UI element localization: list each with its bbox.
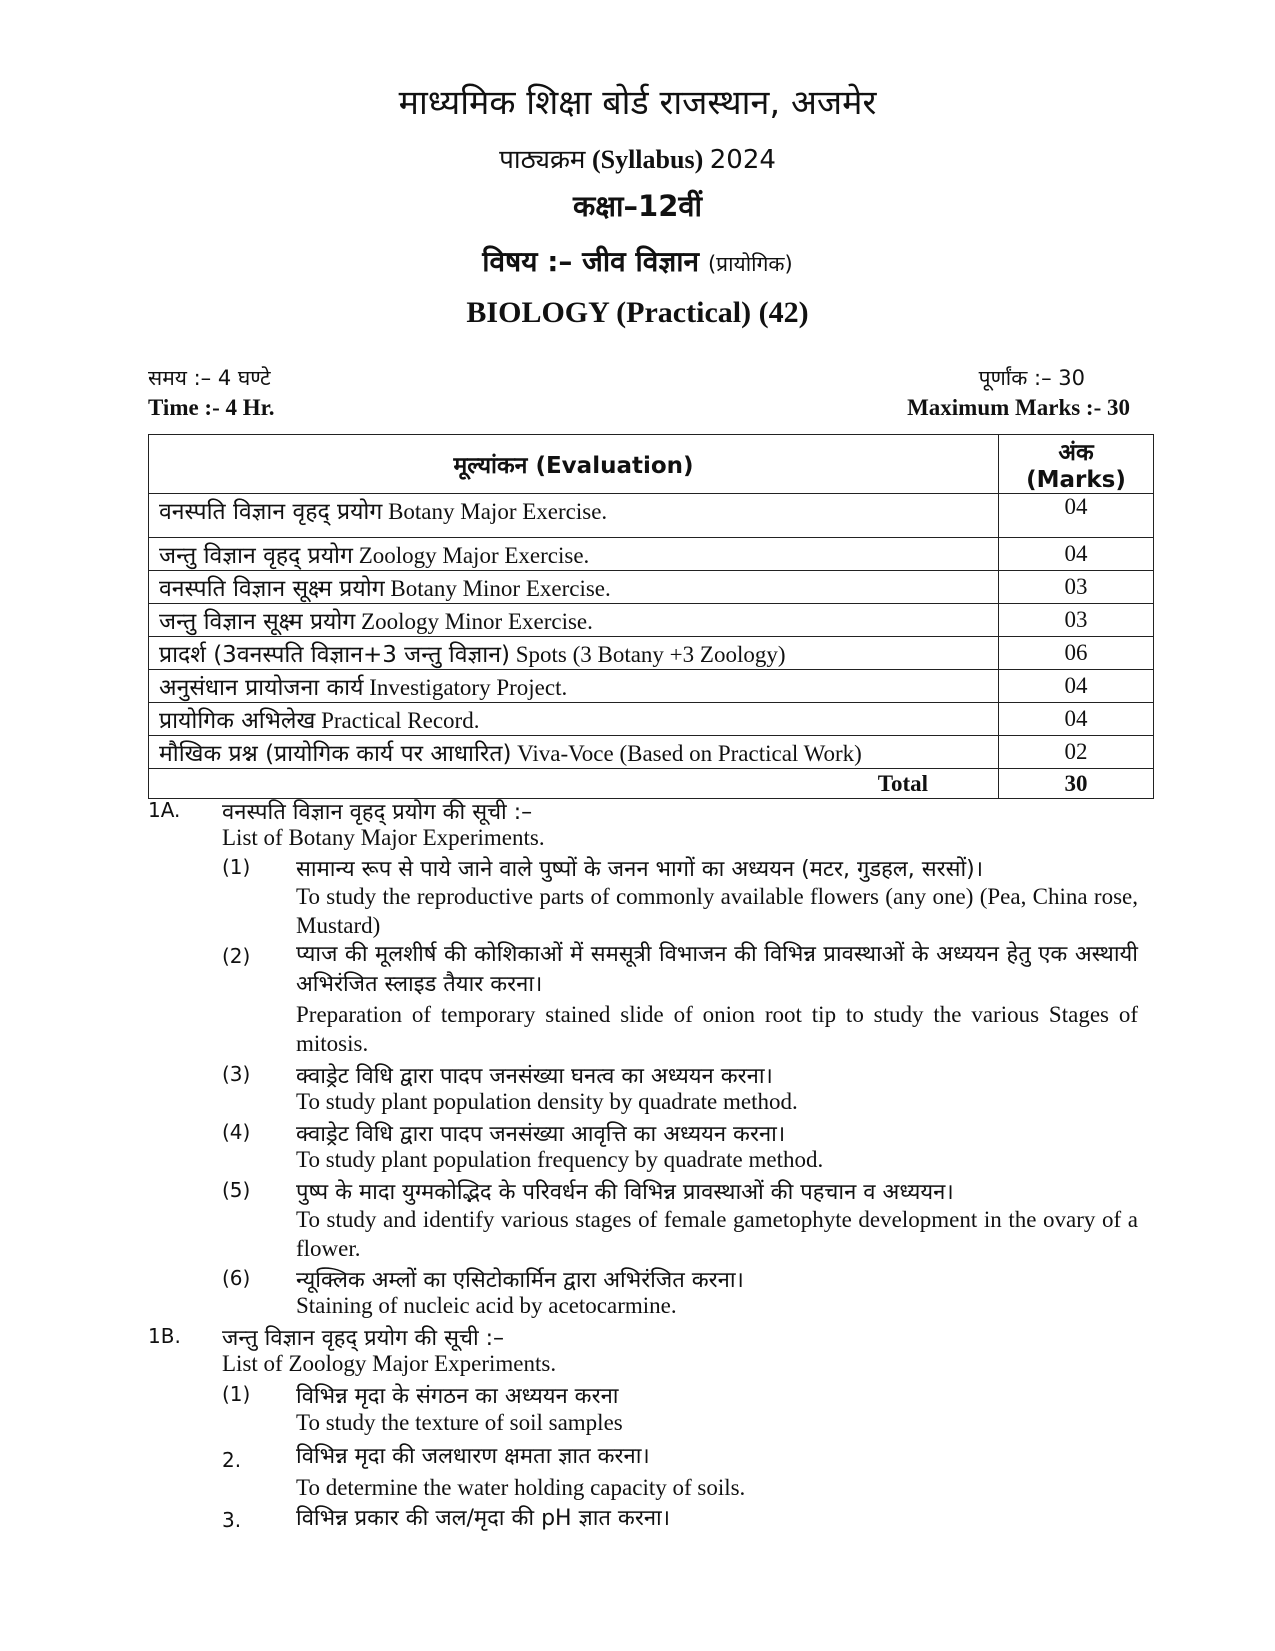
item-english: To determine the water holding capacity of soils.: [296, 1475, 746, 1500]
item-english: To study the reproductive parts of commonly available flowers (any one) (Pea, China rose, Mustard): [296, 884, 1138, 938]
item-hindi: पुष्प के मादा युग्मकोद्भिद के परिवर्धन की विभिन्न प्रावस्थाओं की पहचान व अध्ययन।: [296, 1180, 954, 1205]
table-row: [149, 637, 1154, 670]
header-evaluation: मूल्यांकन (Evaluation): [149, 435, 999, 494]
row-english: Practical Record.: [321, 708, 480, 733]
syllabus-line: [0, 140, 1275, 176]
subject-practical-hindi: (प्रायोगिक): [707, 252, 793, 276]
item-english: To study the texture of soil samples: [296, 1410, 623, 1435]
table-total-row: [149, 769, 1154, 799]
section-1a-title-hindi: वनस्पति विज्ञान वृहद् प्रयोग की सूची :–: [222, 800, 533, 825]
evaluation-table: [148, 434, 1154, 799]
item-english: Staining of nucleic acid by acetocarmine.: [296, 1293, 677, 1318]
row-english: Zoology Minor Exercise.: [361, 609, 593, 634]
item-english: To study plant population frequency by quadrate method.: [296, 1147, 824, 1172]
row-hindi: वनस्पति विज्ञान सूक्ष्म प्रयोग: [159, 576, 385, 602]
item-number: (2): [222, 944, 251, 968]
item-english: To study and identify various stages of female gametophyte development in the ovary of a flower.: [296, 1207, 1138, 1261]
item-number: 2.: [222, 1448, 242, 1472]
header-marks: अंक (Marks): [999, 435, 1154, 494]
marks-hindi: पूर्णांक :– 30: [978, 366, 1085, 390]
table-row: [149, 571, 1154, 604]
row-marks: 04: [999, 670, 1154, 703]
item-hindi: विभिन्न मृदा के संगठन का अध्ययन करना: [296, 1384, 619, 1409]
subject-english: BIOLOGY (Practical) (42): [466, 296, 809, 329]
total-label: Total: [149, 769, 999, 799]
item-english: To study plant population density by quadrate method.: [296, 1089, 798, 1114]
row-marks: 03: [999, 604, 1154, 637]
row-english: Spots (3 Botany +3 Zoology): [515, 642, 786, 667]
marks-english: Maximum Marks :- 30: [907, 395, 1130, 420]
row-marks: 06: [999, 637, 1154, 670]
row-marks: 04: [999, 494, 1154, 538]
subject-line: [0, 242, 1275, 280]
row-english: Botany Major Exercise.: [388, 499, 608, 524]
row-hindi: जन्तु विज्ञान सूक्ष्म प्रयोग: [159, 609, 356, 635]
row-hindi: मौखिक प्रश्न (प्रायोगिक कार्य पर आधारित): [159, 741, 512, 767]
item-hindi: विभिन्न मृदा की जलधारण क्षमता ज्ञात करना।: [296, 1444, 650, 1469]
subject-hindi: विषय :– जीव विज्ञान: [482, 245, 700, 278]
item-hindi: विभिन्न प्रकार की जल/मृदा की pH ज्ञात करना।: [296, 1506, 671, 1531]
item-number: (6): [222, 1266, 251, 1290]
item-number: (1): [222, 855, 251, 879]
time-english: Time :- 4 Hr.: [148, 395, 275, 420]
table-row: [149, 670, 1154, 703]
table-row: [149, 604, 1154, 637]
item-hindi: क्वाड्रेट विधि द्वारा पादप जनसंख्या घनत्व का अध्ययन करना।: [296, 1064, 773, 1089]
row-english: Botany Minor Exercise.: [390, 576, 611, 601]
item-hindi: क्वाड्रेट विधि द्वारा पादप जनसंख्या आवृत्ति का अध्ययन करना।: [296, 1122, 786, 1147]
item-hindi: न्यूक्लिक अम्लों का एसिटोकार्मिन द्वारा अभिरंजित करना।: [296, 1268, 744, 1293]
table-header-row: [149, 435, 1154, 494]
total-value: 30: [999, 769, 1154, 799]
syllabus-english: (Syllabus): [591, 145, 704, 174]
board-title: माध्यमिक शिक्षा बोर्ड राजस्थान, अजमेर: [398, 83, 877, 123]
item-number: (1): [222, 1382, 251, 1406]
table-row: [149, 494, 1154, 538]
item-number: (5): [222, 1178, 251, 1202]
item-number: 3.: [222, 1508, 242, 1532]
section-1a-title-english: List of Botany Major Experiments.: [222, 825, 545, 850]
section-1b-number: 1B.: [148, 1324, 181, 1348]
section-1b-title-hindi: जन्तु विज्ञान वृहद् प्रयोग की सूची :–: [222, 1326, 505, 1351]
syllabus-year: 2024: [709, 145, 776, 175]
item-hindi: प्याज की मूलशीर्ष की कोशिकाओं में समसूत्री विभाजन की विभिन्न प्रावस्थाओं के अध्ययन हेतु एक अस्थायी अभिरंजित स्लाइड तैयार करना।: [296, 942, 1138, 997]
time-hindi: समय :– 4 घण्टे: [148, 366, 271, 390]
class-title: कक्षा–12वीं: [572, 189, 703, 223]
row-hindi: अनुसंधान प्रायोजना कार्य: [159, 675, 364, 701]
row-marks: 04: [999, 538, 1154, 571]
item-hindi: सामान्य रूप से पाये जाने वाले पुष्पों के जनन भागों का अध्ययन (मटर, गुडहल, सरसों)।: [296, 857, 984, 882]
row-hindi: प्रादर्श (3वनस्पति विज्ञान+3 जन्तु विज्ञान): [159, 642, 510, 668]
table-row: [149, 538, 1154, 571]
table-row: [149, 736, 1154, 769]
section-1a-number: 1A.: [148, 798, 181, 822]
row-hindi: वनस्पति विज्ञान वृहद् प्रयोग: [159, 499, 383, 525]
item-english: Preparation of temporary stained slide of onion root tip to study the various Stages of mitosis.: [296, 1002, 1138, 1056]
row-marks: 02: [999, 736, 1154, 769]
item-number: (4): [222, 1120, 251, 1144]
row-marks: 03: [999, 571, 1154, 604]
row-marks: 04: [999, 703, 1154, 736]
row-english: Investigatory Project.: [369, 675, 568, 700]
table-row: [149, 703, 1154, 736]
section-1b-title-english: List of Zoology Major Experiments.: [222, 1351, 557, 1376]
row-english: Zoology Major Exercise.: [358, 543, 590, 568]
row-hindi: जन्तु विज्ञान वृहद् प्रयोग: [159, 543, 353, 569]
row-english: Viva-Voce (Based on Practical Work): [517, 741, 862, 766]
item-number: (3): [222, 1062, 251, 1086]
syllabus-hindi: पाठ्यक्रम: [499, 145, 586, 175]
row-hindi: प्रायोगिक अभिलेख: [159, 708, 316, 734]
